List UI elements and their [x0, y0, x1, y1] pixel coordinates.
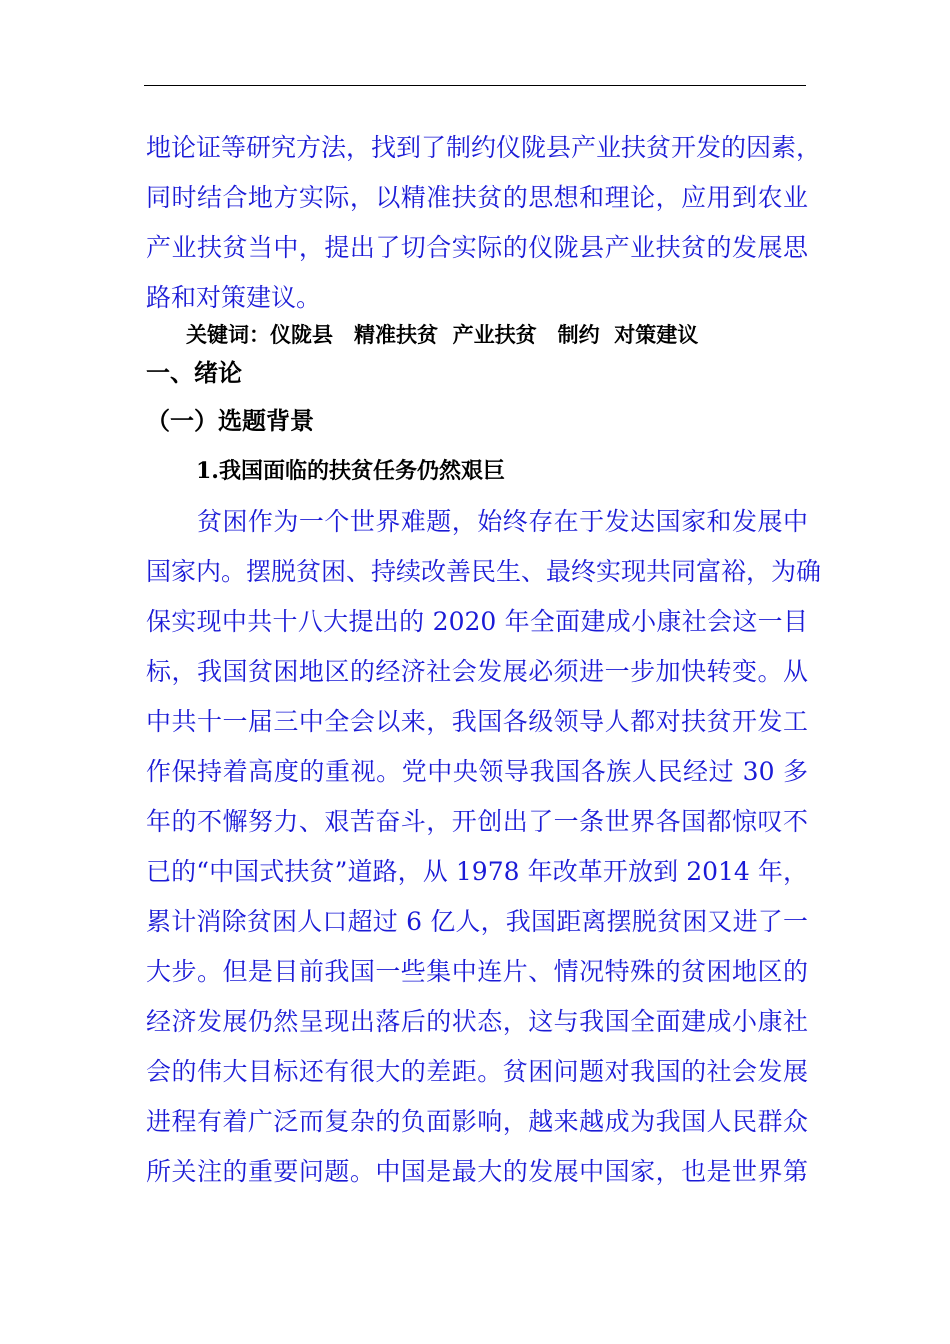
- body-line: 中共十一届三中全会以来，我国各级领导人都对扶贫开发工: [146, 707, 808, 736]
- body-line: 进程有着广泛而复杂的负面影响，越来越成为我国人民群众: [146, 1107, 808, 1136]
- body-line: 所关注的重要问题。中国是最大的发展中国家，也是世界第: [146, 1157, 808, 1186]
- body-line: 贫困作为一个世界难题，始终存在于发达国家和发展中: [146, 507, 808, 536]
- header-rule: [144, 85, 806, 86]
- body-line: 大步。但是目前我国一些集中连片、情况特殊的贫困地区的: [146, 957, 808, 986]
- subsection-heading: （一）选题背景: [146, 407, 314, 435]
- section-heading: 一、绪论: [146, 359, 242, 387]
- body-line: 已的“中国式扶贫”道路，从 1978 年改革开放到 2014 年，: [146, 857, 808, 886]
- abstract-line: 路和对策建议。: [146, 283, 322, 312]
- body-line: 作保持着高度的重视。党中央领导我国各族人民经过 30 多: [146, 757, 808, 786]
- abstract-line: 同时结合地方实际，以精准扶贫的思想和理论，应用到农业: [146, 183, 808, 212]
- abstract-line: 产业扶贫当中，提出了切合实际的仪陇县产业扶贫的发展思: [146, 233, 808, 262]
- keywords: 关键词：仪陇县 精准扶贫 产业扶贫 制约 对策建议: [186, 323, 699, 347]
- body-line: 国家内。摆脱贫困、持续改善民生、最终实现共同富裕，为确: [146, 557, 822, 586]
- body-line: 会的伟大目标还有很大的差距。贫困问题对我国的社会发展: [146, 1057, 808, 1086]
- body-line: 保实现中共十八大提出的 2020 年全面建成小康社会这一目: [146, 607, 808, 636]
- body-line: 经济发展仍然呈现出落后的状态，这与我国全面建成小康社: [146, 1007, 808, 1036]
- abstract-line: 地论证等研究方法，找到了制约仪陇县产业扶贫开发的因素，: [146, 133, 822, 162]
- body-line: 标，我国贫困地区的经济社会发展必须进一步加快转变。从: [146, 657, 808, 686]
- body-line: 累计消除贫困人口超过 6 亿人，我国距离摆脱贫困又进了一: [146, 907, 808, 936]
- subsubsection-heading: 1.我国面临的扶贫任务仍然艰巨: [196, 458, 505, 484]
- body-line: 年的不懈努力、艰苦奋斗，开创出了一条世界各国都惊叹不: [146, 807, 808, 836]
